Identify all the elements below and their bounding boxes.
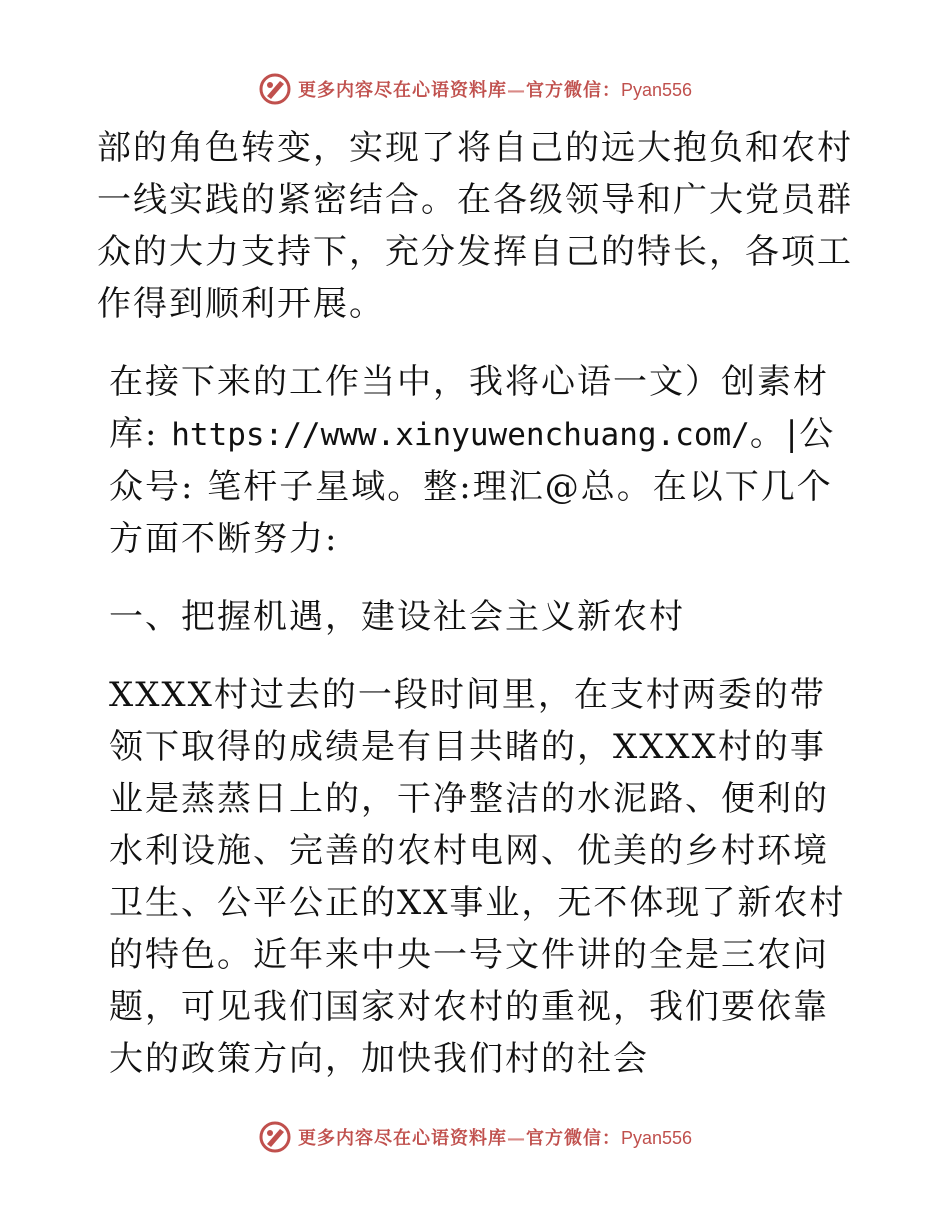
paragraph-2 — [97, 356, 857, 565]
banner-wechat-id: Pyan556 — [620, 80, 693, 100]
paragraph-1: 部的角色转变，实现了将自己的远大抱负和农村一线实践的紧密结合。在各级领导和广大党员群众的大力支持下，充分发挥自己的特长，各项工作得到顺利开展。 — [97, 128, 853, 324]
paragraph-2-end: 。|公众号: 笔杆子星域。整:理汇@总。在以下几个方面不断努力: — [109, 414, 836, 559]
banner-wechat-id: Pyan556 — [620, 1128, 693, 1148]
section-heading-1: 一、把握机遇，建设社会主义新农村 — [109, 597, 685, 637]
banner-main-text: 更多内容尽在心语资料库 — [297, 80, 507, 101]
pen-circle-logo-icon — [258, 1120, 292, 1154]
pen-circle-logo-icon — [258, 72, 292, 106]
paragraph-2-start: 在接下来的工作当中，我将心语一文）创素材库: — [109, 362, 829, 454]
footer-banner — [0, 1120, 950, 1154]
document-body — [97, 122, 857, 1111]
paragraph-3: XXXX村过去的一段时间里，在支村两委的带领下取得的成绩是有目共睹的，XXXX村的事业是蒸蒸日上的，干净整洁的水泥路、便利的水利设施、完善的农村电网、优美的乡村环境卫生、公平公正的XX事业，无不体现了新农村的特色。近年来中央一号文件讲的全是三农问题，可见我们国家对农村的重视，我们要依靠大的政策方向，加快我们村的社会 — [109, 675, 846, 1079]
banner-main-text: 更多内容尽在心语资料库 — [297, 1128, 507, 1149]
source-url-link[interactable]: https://www.xinyuwenchuang.com/ — [171, 417, 750, 453]
header-banner-text — [298, 76, 692, 102]
footer-banner-text — [298, 1124, 692, 1150]
banner-official-text: 官方微信： — [525, 1128, 621, 1149]
banner-dash: — — [506, 1128, 526, 1149]
header-banner — [0, 72, 950, 106]
banner-dash: — — [506, 80, 526, 101]
banner-official-text: 官方微信： — [525, 80, 621, 101]
